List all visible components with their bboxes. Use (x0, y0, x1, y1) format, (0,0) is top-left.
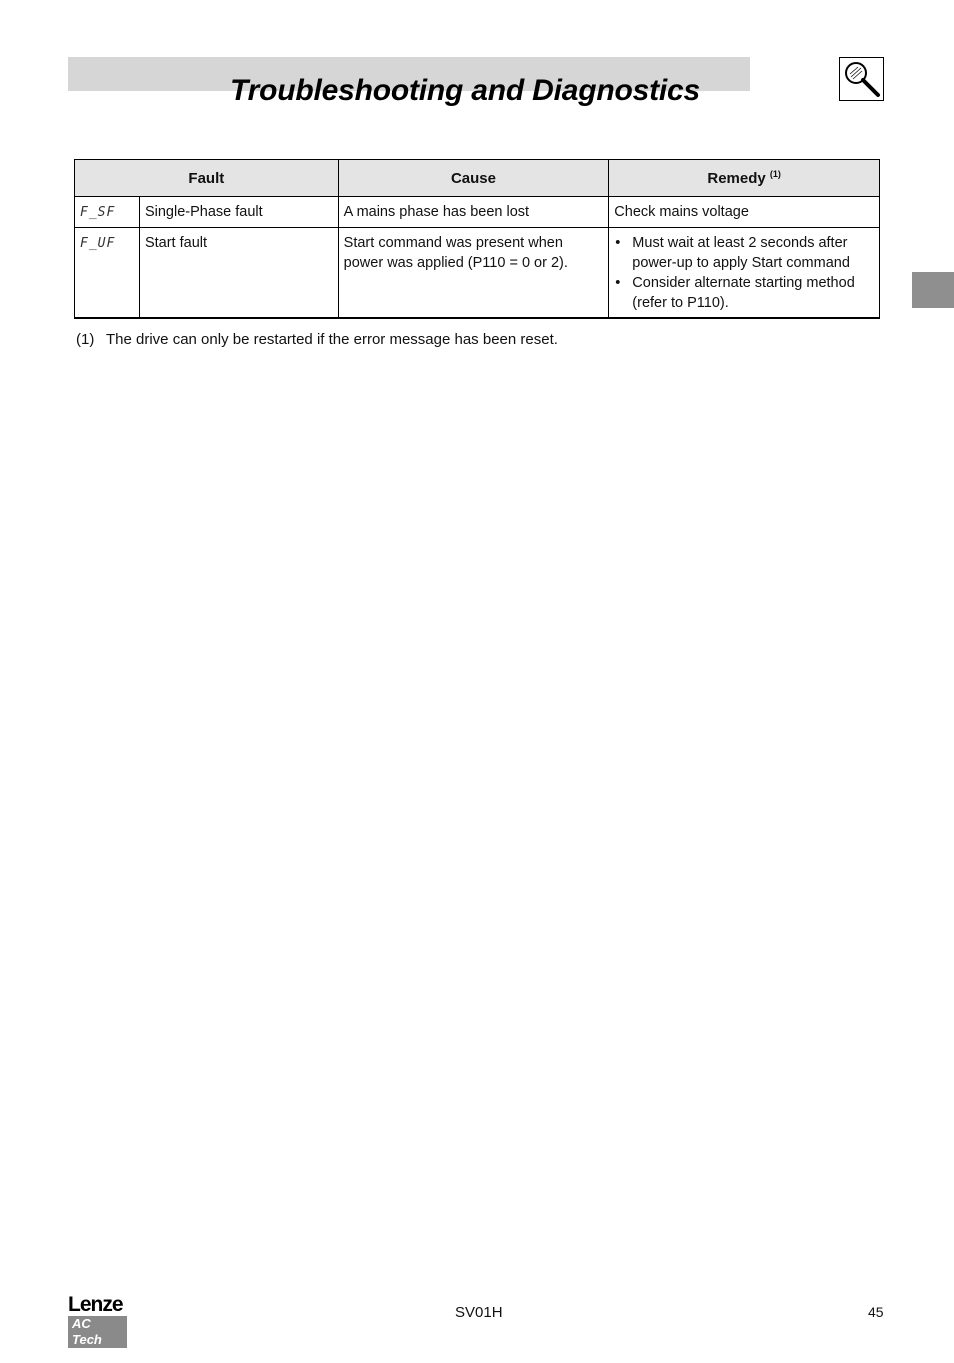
header-fault: Fault (75, 160, 339, 197)
fault-name: Start fault (139, 228, 338, 319)
remedy-list-item: • Consider alternate starting method (refer to P110). (632, 273, 874, 313)
fault-remedy: Check mains voltage (609, 197, 880, 228)
table-header-row (75, 160, 880, 197)
page-title: Troubleshooting and Diagnostics (230, 74, 700, 107)
fault-code (75, 228, 140, 319)
footnote-number: (1) (76, 331, 95, 348)
fault-code (75, 197, 140, 228)
fault-cause: Start command was present when power was applied (P110 = 0 or 2). (338, 228, 609, 319)
footnote (76, 331, 558, 348)
logo-subtitle: AC Tech (68, 1316, 127, 1348)
company-logo (68, 1294, 127, 1349)
header-remedy-label: Remedy (707, 170, 766, 187)
remedy-list-item: • Must wait at least 2 seconds after power-up to apply Start command (632, 233, 874, 273)
fault-remedy (609, 228, 880, 319)
logo-name: Lenze (68, 1293, 123, 1316)
table-row (75, 197, 880, 228)
remedy-list (614, 233, 874, 313)
fault-cause: A mains phase has been lost (338, 197, 609, 228)
fault-code-display: F_SF (80, 205, 116, 220)
fault-name: Single-Phase fault (139, 197, 338, 228)
magnifier-icon (839, 57, 884, 101)
table-row (75, 228, 880, 319)
header-cause: Cause (338, 160, 609, 197)
document-code: SV01H (455, 1304, 503, 1321)
footnote-text: The drive can only be restarted if the error message has been reset. (106, 331, 558, 348)
section-tab-marker (912, 272, 954, 308)
fault-table (74, 159, 880, 319)
remedy-footnote-ref: (1) (769, 169, 781, 179)
header-remedy (609, 160, 880, 197)
page-number: 45 (868, 1304, 884, 1320)
fault-code-display: F_UF (80, 236, 116, 251)
